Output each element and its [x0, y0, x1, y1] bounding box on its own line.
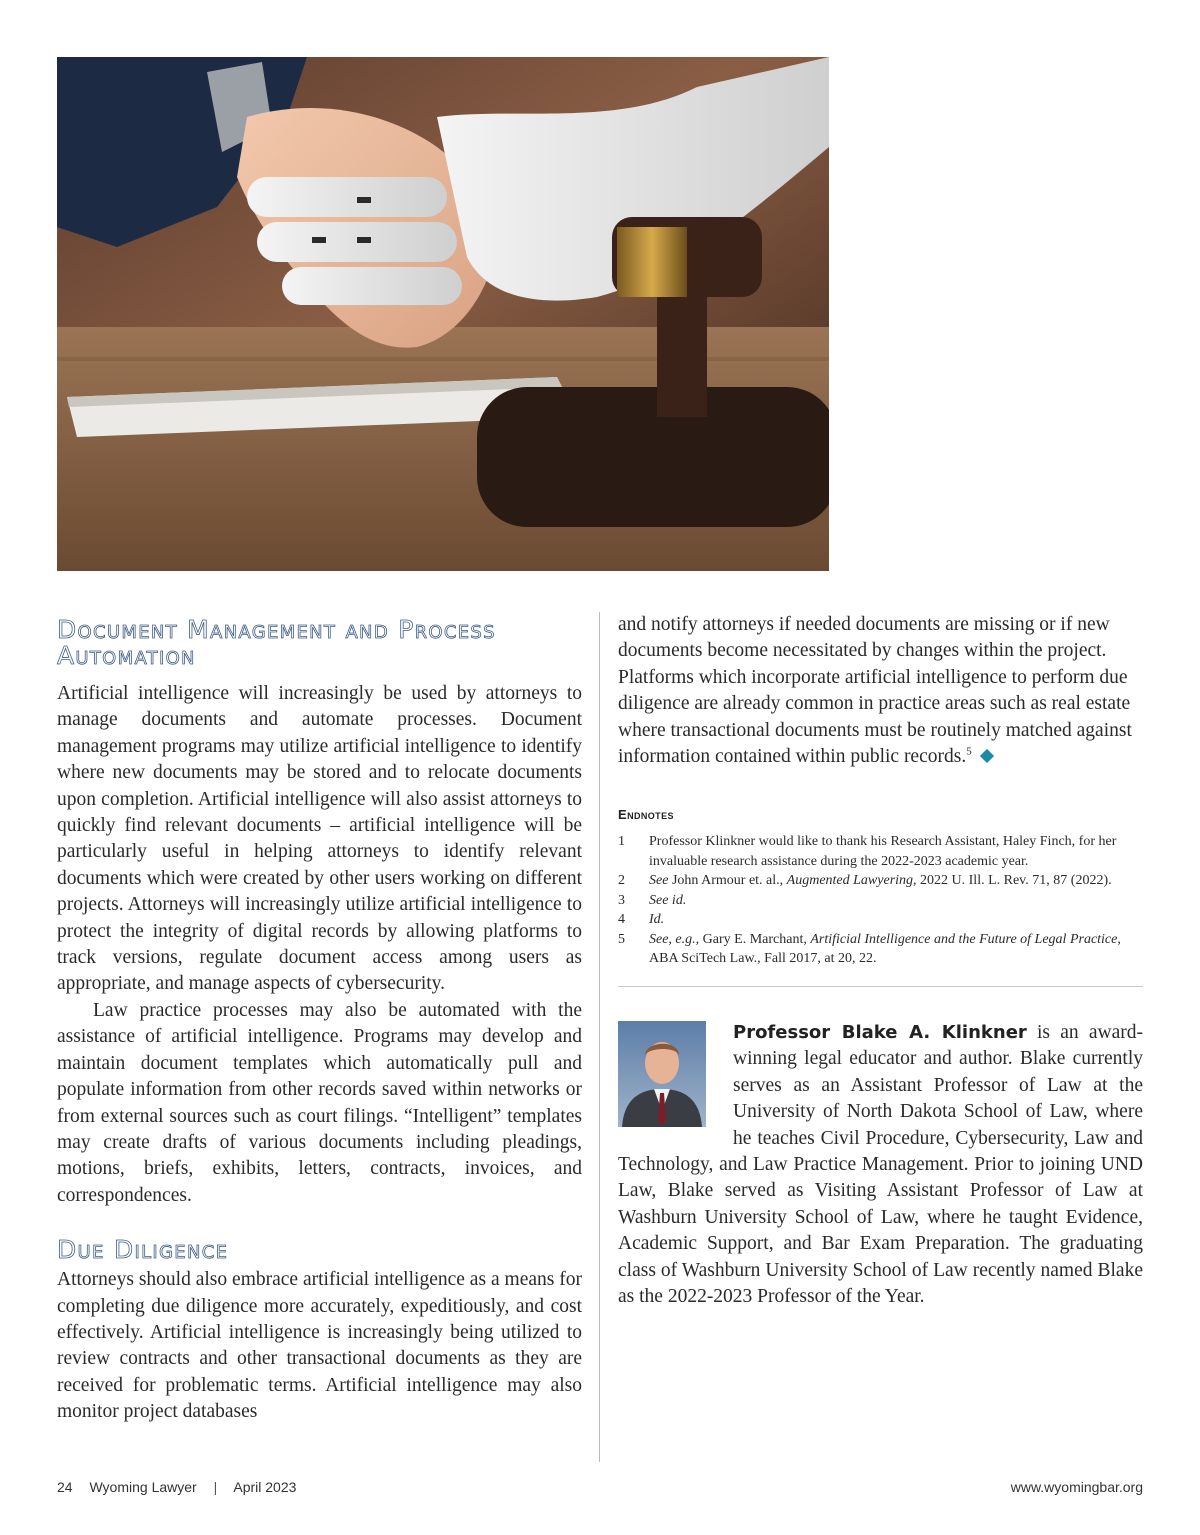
body-text: and notify attorneys if needed documents are missing or if new documents become necessitated by changes within the project. Platforms which incorporate artificial intelligence to perform due diligence are already common in practice areas such as real estate where transactional documents must be routinely matched against information contained within public records. [618, 614, 1132, 768]
body-paragraph: Law practice processes may also be automated with the assistance of artificial intelligence. Programs may develop and maintain document templates which automatically pull and populate information from other records saved within networks or from external sources such as court filings. “Intelligent” templates may create drafts of various documents including pleadings, motions, briefs, exhibits, letters, contracts, invoices, and correspondences. [57, 999, 582, 1206]
endnote-text: Professor Klinkner would like to thank his Research Assistant, Haley Finch, for her invaluable research assistance during the 2022-2023 academic year. [649, 834, 1117, 869]
endnote-item [618, 891, 1143, 911]
section-heading-due-diligence: Due Diligence [57, 1235, 229, 1265]
endnote-number: 1 [618, 834, 625, 850]
endnote-text: See John Armour et. al., Augmented Lawyering, 2022 U. Ill. L. Rev. 71, 87 (2022). [649, 873, 1112, 889]
author-bio [618, 1020, 1143, 1310]
left-column [57, 612, 582, 1426]
endnote-item [618, 871, 1143, 891]
endnote-text: See id. [649, 892, 687, 908]
endnote-text: See, e.g., Gary E. Marchant, Artificial Intelligence and the Future of Legal Practice, ABA SciTech Law., Fall 2017, at 20, 22. [649, 931, 1121, 967]
website-link[interactable]: www.wyomingbar.org [1010, 1479, 1143, 1495]
endnote-number: 3 [618, 892, 625, 908]
endnote-number: 2 [618, 873, 625, 889]
hero-photo [57, 57, 829, 571]
endnote-number: 4 [618, 912, 625, 928]
endnote-item [618, 930, 1143, 969]
endnote-ref: 5 [966, 745, 972, 758]
column-divider [599, 612, 600, 1462]
endnotes-title: Endnotes [618, 807, 674, 823]
body-paragraph-continued [618, 612, 1143, 770]
footer-separator: | [213, 1479, 218, 1495]
author-bio-text: is an award-winning legal educator and author. Blake currently serves as an Assistant Professor of Law at the University of North Dakota School of Law, where he teaches Civil Procedure, Cybersecurity, Law and Technology, and Law Practice Management. Prior to joining UND Law, Blake served as Visiting Assistant Professor of Law at Washburn University School of Law, where he taught Evidence, Academic Support, and Bar Exam Preparation. The graduating class of Washburn University School of Law recently named Blake as the 2022-2023 Professor of the Year. [618, 1021, 1143, 1307]
endnote-item [618, 832, 1143, 871]
end-of-article-diamond-icon [980, 749, 994, 763]
section-heading-document-management: Document Management and Process Automation [57, 615, 496, 670]
author-name: Professor Blake A. Klinkner [733, 1021, 1027, 1043]
author-headshot [618, 1021, 706, 1127]
section-rule [618, 986, 1143, 987]
right-column [618, 612, 1143, 1310]
endnote-number: 5 [618, 931, 625, 947]
body-paragraph: Artificial intelligence will increasingly be used by attorneys to manage documents and automate processes. Document management programs may utilize artificial intelligence to identify where new documents may be stored and to relocate documents upon completion. Artificial intelligence will also assist attorneys to quickly find relevant documents – artificial intelligence will be particularly useful in helping attorneys to identify relevant documents which were created by other users working on different projects. Attorneys will increasingly utilize artificial intelligence to protect the integrity of digital records by allowing platforms to track versions, regulate document access among users as appropriate, and manage aspects of cybersecurity. [57, 683, 582, 995]
issue-date: April 2023 [233, 1479, 297, 1495]
page-number: 24 [57, 1479, 73, 1495]
endnote-text: Id. [649, 912, 665, 928]
endnote-item [618, 910, 1143, 930]
publication-name: Wyoming Lawyer [89, 1479, 197, 1495]
body-paragraph: Attorneys should also embrace artificial intelligence as a means for completing due diligence more accurately, expeditiously, and cost effectively. Artificial intelligence is increasingly being utilized to review contracts and other transactional documents as they are received for problematic terms. Artificial intelligence may also monitor project databases [57, 1269, 582, 1423]
page-footer [57, 1479, 1143, 1495]
